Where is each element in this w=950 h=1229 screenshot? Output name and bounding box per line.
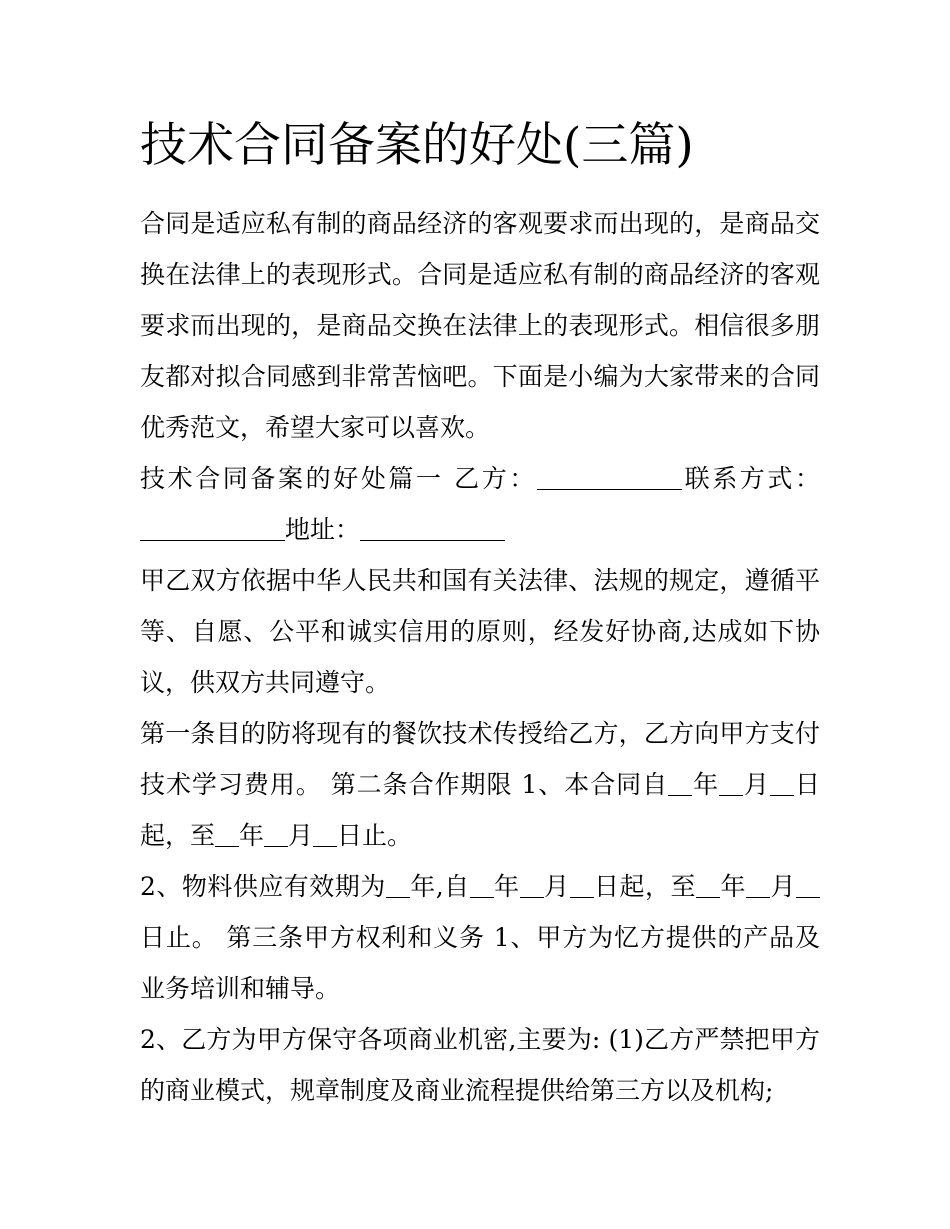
parties-paragraph bbox=[140, 453, 820, 555]
blank bbox=[770, 794, 794, 796]
blank bbox=[719, 794, 743, 796]
blank bbox=[570, 896, 594, 898]
document-title: 技术合同备案的好处(三篇) bbox=[140, 118, 694, 173]
principles-paragraph: 甲乙双方依据中华人民共和国有关法律、法规的规定，遵循平等、自愿、公平和诚实信用的原则，经发好协商,达成如下协议，供双方共同遵守。 bbox=[140, 566, 820, 697]
article1-month2: 月 bbox=[288, 821, 314, 850]
parties-heading: 技术合同备案的好处篇一 乙方： bbox=[140, 464, 537, 493]
address-label: 地址： bbox=[285, 515, 361, 544]
article1-text: 第一条目的防将现有的餐饮技术传授给乙方，乙方向甲方支付技术学习费用。 第二条合作期限 1、本合同自 bbox=[140, 719, 820, 799]
article1-paragraph bbox=[140, 708, 820, 861]
contact-blank bbox=[140, 539, 285, 541]
contact-label: 联系方式： bbox=[681, 464, 820, 493]
intro-paragraph: 合同是适应私有制的商品经济的客观要求而出现的，是商品交换在法律上的表现形式。合同是适应私有制的商品经济的客观要求而出现的，是商品交换在法律上的表现形式。相信很多朋友都对拟合同感到非常苦恼吧。下面是小编为大家带来的合同优秀范文，希望大家可以喜欢。 bbox=[140, 209, 820, 442]
article2-year: 年,自 bbox=[409, 872, 470, 901]
article2-month2: 月 bbox=[769, 872, 796, 901]
article1-month: 月 bbox=[743, 770, 770, 799]
blank bbox=[668, 794, 692, 796]
blank bbox=[470, 896, 494, 898]
blank bbox=[746, 896, 770, 898]
article2-day-to: 日止。 第三条甲方权利和义务 1、甲方为忆方提供的产品及业务培训和辅导。 bbox=[140, 923, 820, 1003]
article1-day-from: 日起，至 bbox=[140, 770, 820, 850]
blank bbox=[520, 896, 544, 898]
party-b-blank bbox=[537, 488, 682, 490]
blank bbox=[386, 896, 410, 898]
blank bbox=[696, 896, 720, 898]
blank bbox=[796, 896, 820, 898]
article2-prefix: 2、物料供应有效期为 bbox=[140, 872, 386, 901]
blank bbox=[264, 845, 288, 847]
article2-year2: 年 bbox=[493, 872, 520, 901]
article1-year2: 年 bbox=[239, 821, 265, 850]
article3-paragraph: 2、乙方为甲方保守各项商业机密,主要为: (1)乙方严禁把甲方的商业模式，规章制度及商业流程提供给第三方以及机构; bbox=[140, 1025, 820, 1105]
blank bbox=[215, 845, 239, 847]
address-blank bbox=[360, 539, 505, 541]
document-body bbox=[140, 198, 820, 1116]
article1-year: 年 bbox=[692, 770, 720, 799]
article1-day-to: 日止。 bbox=[337, 821, 413, 850]
blank bbox=[313, 845, 337, 847]
article2-year3: 年 bbox=[720, 872, 746, 901]
article2-paragraph bbox=[140, 861, 820, 1014]
article2-day-from: 日起，至 bbox=[593, 872, 696, 901]
article2-month: 月 bbox=[543, 872, 570, 901]
